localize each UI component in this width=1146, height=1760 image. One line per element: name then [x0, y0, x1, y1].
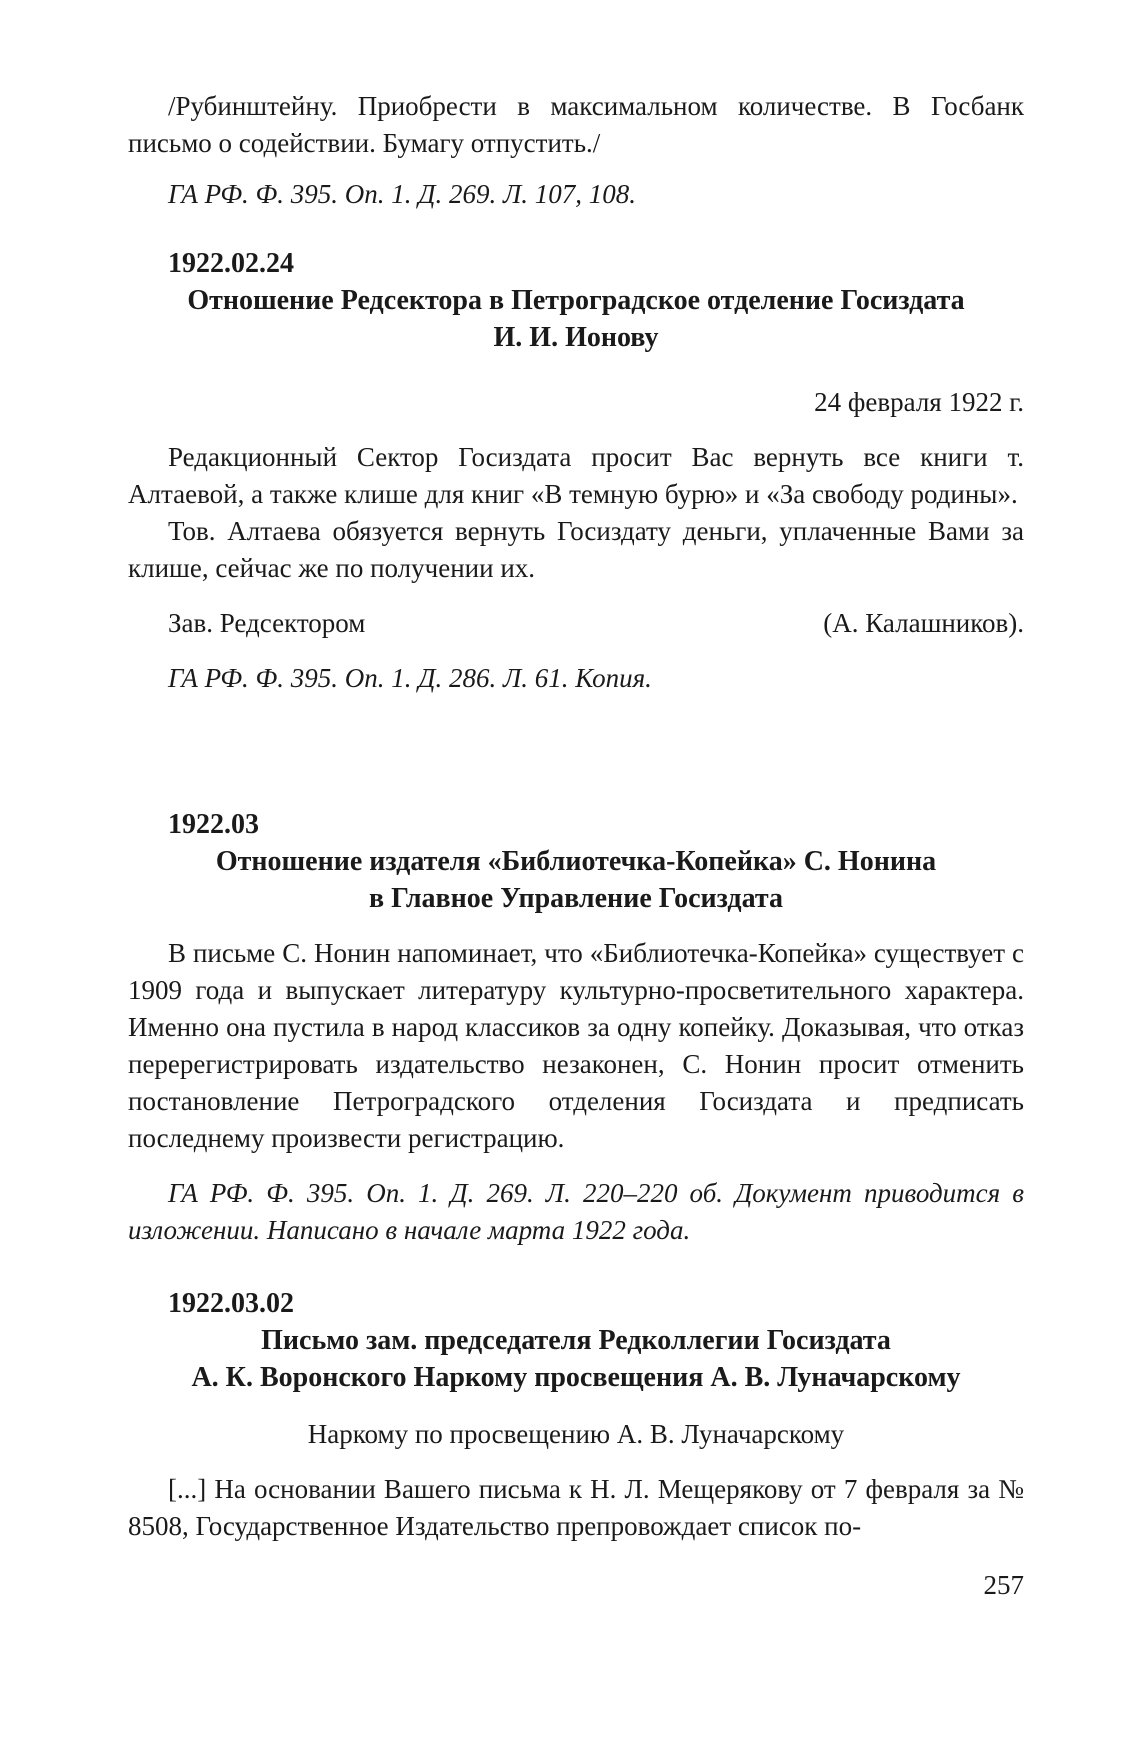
archive-source: ГА РФ. Ф. 395. Оп. 1. Д. 286. Л. 61. Копия. — [168, 663, 652, 693]
signature-line — [128, 605, 1024, 642]
document-title-line1: Письмо зам. председателя Редколлегии Госиздата — [261, 1325, 891, 1356]
top-continuation — [128, 88, 1024, 162]
letter-paragraph: [...] На основании Вашего письма к Н. Л. Мещерякову от 7 февраля за № 8508, Государственное Издательство препровождает список по- — [128, 1474, 1024, 1541]
document-title-line2: в Главное Управление Госиздата — [369, 883, 783, 914]
signature-name: (А. Калашников). — [823, 608, 1024, 638]
archive-source: ГА РФ. Ф. 395. Оп. 1. Д. 269. Л. 107, 108. — [168, 179, 636, 209]
letter-paragraph-2: Тов. Алтаева обязуется вернуть Госиздату деньги, уплаченные Вами за клише, сейчас же по получении их. — [128, 516, 1024, 583]
document-date: 1922.03 — [168, 809, 259, 840]
document-3 — [128, 1285, 1024, 1545]
document-title-line1: Отношение Редсектора в Петроградское отделение Госиздата — [187, 285, 965, 316]
document-1 — [128, 245, 1024, 697]
document-title-line2: И. И. Ионову — [493, 322, 659, 353]
signature-position: Зав. Редсектором — [168, 608, 366, 638]
letter-paragraph-1: Редакционный Сектор Госиздата просит Вас вернуть все книги т. Алтаевой, а также клише для книг «В темную бурю» и «За свободу родины». — [128, 442, 1024, 509]
resolution-paragraph: /Рубинштейну. Приобрести в максимальном количестве. В Госбанк письмо о содействии. Бумагу отпустить./ — [128, 91, 1024, 158]
page-number: 257 — [983, 1570, 1024, 1600]
document-date: 1922.03.02 — [168, 1288, 294, 1319]
letter-dateline: 24 февраля 1922 г. — [814, 387, 1024, 417]
archive-source: ГА РФ. Ф. 395. Оп. 1. Д. 269. Л. 220–220 об. Документ приводится в изложении. Написано в начале марта 1922 года. — [128, 1178, 1024, 1245]
document-title-line2: А. К. Воронского Наркому просвещения А. В. Луначарскому — [191, 1362, 961, 1393]
document-2 — [128, 806, 1024, 1249]
summary-paragraph: В письме С. Нонин напоминает, что «Библиотечка-Копейка» существует с 1909 года и выпускает литературу культурно-просветительного характера. Именно она пустила в народ классиков за одну копейку. Доказывая, что отказ перерегистрировать издательство незаконен, С. Нонин просит отменить постановление Петроградского отделения Госиздата и предписать последнему произвести регистрацию. — [128, 938, 1024, 1153]
addressee-line: Наркому по просвещению А. В. Луначарскому — [307, 1419, 845, 1449]
top-source-wrap — [128, 176, 1024, 213]
document-title-line1: Отношение издателя «Библиотечка-Копейка» С. Нонина — [215, 846, 937, 877]
document-date: 1922.02.24 — [168, 248, 294, 279]
